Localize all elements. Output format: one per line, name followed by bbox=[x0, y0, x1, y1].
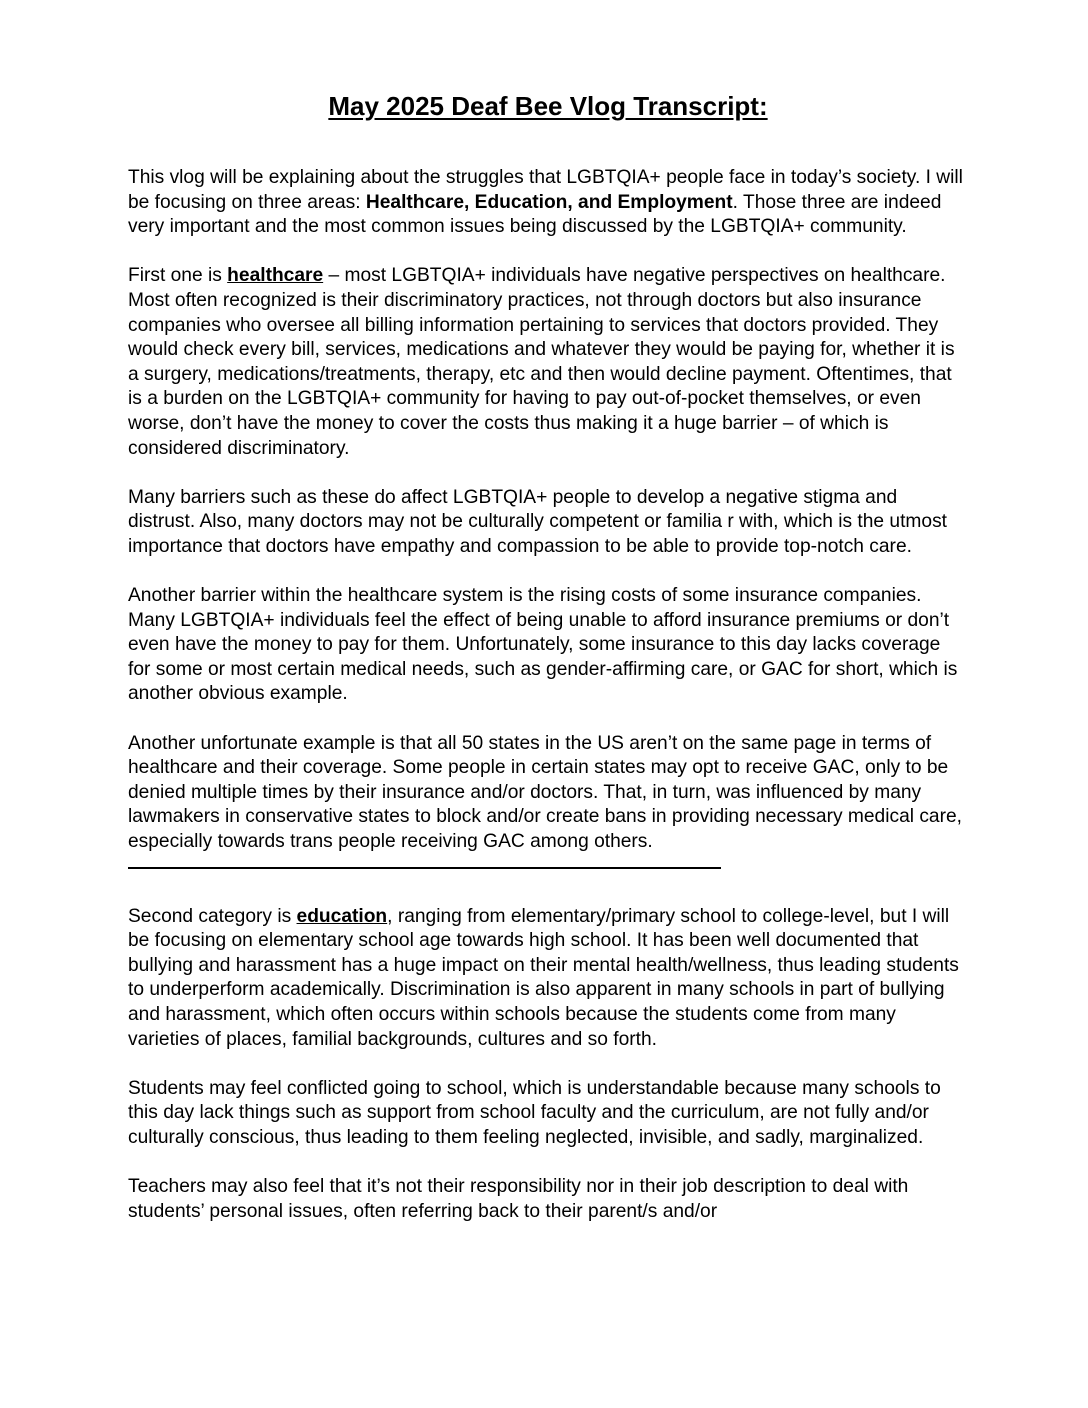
barriers-paragraph: Many barriers such as these do affect LGBTQIA+ people to develop a negative stigma and distrust. Also, many doctors may not be culturally competent or familia r with, which is the utmost importance that doctors have empathy and compassion to be able to provide top-notch care. bbox=[128, 486, 947, 557]
focus-areas: Healthcare, Education, and Employment bbox=[365, 191, 733, 213]
education-text-start: Second category is bbox=[128, 905, 297, 927]
page-title: May 2025 Deaf Bee Vlog Transcript: bbox=[328, 91, 768, 121]
section-divider bbox=[128, 867, 721, 869]
education-paragraph bbox=[128, 905, 968, 1053]
education-text-end: , ranging from elementary/primary school to college-level, but I will be focusing on elementary school age towards high school. It has been well documented that bullying and harassment has a huge impact on their mental health/wellness, thus leading students to underperform academically. Discrimination is also apparent in many schools in part of bullying and harassment, which often occurs within schools because the students come from many varieties of places, familial backgrounds, cultures and so forth. bbox=[128, 905, 959, 1050]
healthcare-text-start: First one is bbox=[128, 265, 228, 287]
healthcare-keyword: healthcare bbox=[227, 265, 324, 287]
intro-text-start: This vlog will be explaining about the struggles that LGBTQIA+ people face in today’s society. I will be focusing on three areas: bbox=[128, 167, 963, 213]
healthcare-paragraph bbox=[128, 264, 968, 461]
insurance-costs-paragraph: Another barrier within the healthcare system is the rising costs of some insurance companies. Many LGBTQIA+ individuals feel the effect of being unable to afford insurance premiums or don’t even have the money to pay for them. Unfortunately, some insurance to this day lacks coverage for some or most certain medical needs, such as gender-affirming care, or GAC for short, which is another obvious example. bbox=[128, 585, 958, 705]
education-keyword: education bbox=[296, 905, 388, 927]
students-paragraph: Students may feel conflicted going to school, which is understandable because many schools to this day lack things such as support from school faculty and the curriculum, are not fully and/or culturally conscious, thus leading to them feeling neglected, invisible, and sadly, marginalized. bbox=[128, 1077, 941, 1148]
intro-text-end: . Those three are indeed very important and the most common issues being discussed by the LGBTQIA+ community. bbox=[128, 191, 942, 238]
states-coverage-paragraph: Another unfortunate example is that all 50 states in the US aren’t on the same page in terms of healthcare and their coverage. Some people in certain states may opt to receive GAC, only to be denied multiple times by their insurance and/or doctors. That, in turn, was influenced by many lawmakers in conservative states to block and/or create bans in providing necessary medical care, especially towards trans people receiving GAC among others. bbox=[128, 732, 962, 853]
intro-paragraph bbox=[128, 166, 968, 240]
teachers-paragraph: Teachers may also feel that it’s not their responsibility nor in their job description to deal with students’ personal issues, often referring back to their parent/s and/or bbox=[128, 1176, 909, 1222]
healthcare-text-end: – most LGBTQIA+ individuals have negative perspectives on healthcare. Most often recognized is their discriminatory practices, not through doctors but also insurance companies who oversee all billing information pertaining to services that doctors provided. They would check every bill, services, medications and whatever they would be paying for, whether it is a surgery, medications/treatments, therapy, etc and then would decline payment. Oftentimes, that is a burden on the LGBTQIA+ community for having to pay out-of-pocket themselves, or even worse, don’t have the money to cover the costs thus making it a huge barrier – of which is considered discriminatory. bbox=[128, 265, 955, 459]
